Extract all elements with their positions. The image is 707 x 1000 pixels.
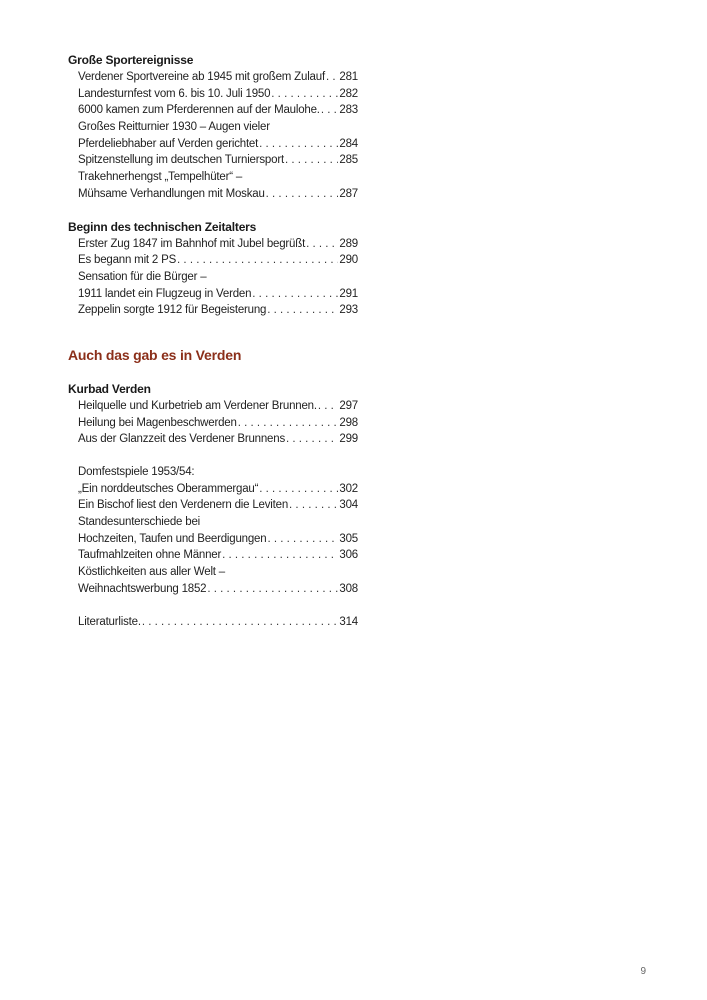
group-heading: Große Sportereignisse bbox=[68, 53, 194, 67]
group-heading: Kurbad Verden bbox=[68, 381, 151, 396]
dot-leader bbox=[267, 531, 338, 548]
entry-page: 302 bbox=[339, 482, 358, 495]
section-title: Auch das gab es in Verden bbox=[68, 346, 242, 363]
toc-group bbox=[68, 381, 358, 630]
entry-title: Spitzenstellung im deutschen Turniersport bbox=[78, 154, 284, 167]
toc-line bbox=[78, 497, 358, 514]
toc-entry[interactable] bbox=[68, 86, 358, 103]
entry-page: 284 bbox=[339, 137, 358, 150]
spacer bbox=[68, 448, 358, 464]
spacer bbox=[68, 203, 358, 219]
entry-title: Taufmahlzeiten ohne Männer bbox=[78, 549, 222, 562]
entry-page: 291 bbox=[339, 287, 358, 300]
toc-line bbox=[78, 86, 358, 103]
dot-leader bbox=[238, 415, 339, 432]
dot-leader bbox=[252, 286, 338, 303]
entry-page: 293 bbox=[339, 304, 358, 317]
dot-leader bbox=[286, 431, 338, 448]
dot-leader bbox=[222, 547, 338, 564]
toc-entry[interactable] bbox=[68, 119, 358, 152]
dot-leader bbox=[321, 102, 339, 119]
spacer bbox=[68, 319, 358, 345]
toc-line bbox=[78, 169, 358, 186]
dot-leader bbox=[271, 86, 338, 103]
toc-line bbox=[78, 481, 358, 498]
toc-line bbox=[78, 464, 358, 481]
entry-page: 289 bbox=[339, 237, 358, 250]
toc-entry[interactable] bbox=[68, 269, 358, 302]
dot-leader bbox=[306, 236, 338, 253]
toc-line bbox=[78, 269, 358, 286]
toc-line bbox=[78, 69, 358, 86]
entry-title: Mühsame Verhandlungen mit Moskau bbox=[78, 187, 265, 200]
toc-entry[interactable] bbox=[68, 514, 358, 547]
toc-line bbox=[78, 514, 358, 531]
entry-title: Zeppelin sorgte 1912 für Begeisterung bbox=[78, 304, 267, 317]
entry-title: Erster Zug 1847 im Bahnhof mit Jubel begrüßt bbox=[78, 237, 306, 250]
toc-line bbox=[78, 119, 358, 136]
page-number: 9 bbox=[640, 966, 646, 977]
entry-title: Heilquelle und Kurbetrieb am Verdener Brunnen. bbox=[78, 399, 317, 412]
entry-page: 282 bbox=[339, 87, 358, 100]
toc-entry[interactable] bbox=[68, 302, 358, 319]
table-of-contents bbox=[68, 52, 358, 630]
toc-entry[interactable] bbox=[68, 398, 358, 415]
toc-entry[interactable] bbox=[68, 564, 358, 597]
toc-group bbox=[68, 219, 358, 319]
entry-title: Köstlichkeiten aus aller Welt – bbox=[78, 566, 225, 579]
toc-line bbox=[78, 564, 358, 581]
toc-entry[interactable] bbox=[68, 69, 358, 86]
entry-page: 298 bbox=[339, 416, 358, 429]
spacer bbox=[68, 598, 358, 614]
entry-title: Es begann mit 2 PS bbox=[78, 254, 177, 267]
toc-entry[interactable] bbox=[68, 415, 358, 432]
toc-entry[interactable] bbox=[68, 236, 358, 253]
entry-title: Heilung bei Magenbeschwerden bbox=[78, 416, 237, 429]
toc-entry[interactable] bbox=[68, 497, 358, 514]
toc-line bbox=[78, 302, 358, 319]
dot-leader bbox=[142, 614, 339, 631]
dot-leader bbox=[267, 302, 338, 319]
entry-title: 6000 kamen zum Pferderennen auf der Maulohe. bbox=[78, 104, 320, 117]
entry-page: 306 bbox=[339, 549, 358, 562]
entry-title: Großes Reitturnier 1930 – Augen vieler bbox=[78, 121, 270, 134]
dot-leader bbox=[207, 581, 338, 598]
entry-title: 1911 landet ein Flugzeug in Verden bbox=[78, 287, 252, 300]
toc-entry[interactable] bbox=[68, 252, 358, 269]
entry-title: Pferdeliebhaber auf Verden gerichtet bbox=[78, 137, 259, 150]
dot-leader bbox=[259, 481, 338, 498]
entry-title: Aus der Glanzzeit des Verdener Brunnens bbox=[78, 433, 285, 446]
entry-page: 297 bbox=[339, 399, 358, 412]
toc-line bbox=[78, 252, 358, 269]
entry-title: Domfestspiele 1953/54: bbox=[78, 466, 195, 478]
entry-title: Ein Bischof liest den Verdenern die Leviten bbox=[78, 499, 289, 512]
entry-title: Literaturliste. bbox=[78, 615, 141, 628]
entry-page: 304 bbox=[339, 499, 358, 512]
toc-entry[interactable] bbox=[68, 614, 358, 631]
entry-page: 299 bbox=[339, 433, 358, 446]
dot-leader bbox=[177, 252, 338, 269]
toc-entry[interactable] bbox=[68, 102, 358, 119]
toc-entry[interactable] bbox=[68, 169, 358, 202]
toc-line bbox=[78, 614, 358, 631]
toc-line bbox=[78, 581, 358, 598]
toc-entry[interactable] bbox=[68, 547, 358, 564]
entry-page: 314 bbox=[339, 615, 358, 628]
toc-line bbox=[78, 531, 358, 548]
toc-entry[interactable] bbox=[68, 152, 358, 169]
toc-line bbox=[78, 415, 358, 432]
entry-page: 285 bbox=[339, 154, 358, 167]
toc-line bbox=[78, 431, 358, 448]
toc-line bbox=[78, 236, 358, 253]
dot-leader bbox=[289, 497, 338, 514]
dot-leader bbox=[285, 152, 338, 169]
entry-title: Trakehnerhengst „Tempelhüter“ – bbox=[78, 171, 243, 184]
toc-line bbox=[78, 186, 358, 203]
entry-title: Sensation für die Bürger – bbox=[78, 270, 207, 283]
toc-line bbox=[78, 398, 358, 415]
entry-title: „Ein norddeutsches Oberammergau“ bbox=[78, 482, 259, 495]
entry-page: 308 bbox=[339, 582, 358, 595]
entry-title: Standesunterschiede bei bbox=[78, 516, 200, 529]
entry-title: Verdener Sportvereine ab 1945 mit großem Zulauf bbox=[78, 71, 325, 83]
dot-leader bbox=[326, 69, 338, 86]
toc-line bbox=[78, 152, 358, 169]
entry-page: 281 bbox=[339, 71, 358, 83]
spacer bbox=[68, 365, 358, 381]
toc-line bbox=[78, 136, 358, 153]
entry-page: 305 bbox=[339, 532, 358, 545]
dot-leader bbox=[318, 398, 339, 415]
dot-leader bbox=[266, 186, 339, 203]
entry-title: Weihnachtswerbung 1852 bbox=[78, 582, 207, 595]
toc-entry[interactable] bbox=[68, 464, 358, 497]
toc-line bbox=[78, 286, 358, 303]
dot-leader bbox=[259, 136, 338, 153]
toc-line bbox=[78, 102, 358, 119]
group-heading: Beginn des technischen Zeitalters bbox=[68, 219, 257, 234]
entry-title: Hochzeiten, Taufen und Beerdigungen bbox=[78, 532, 267, 545]
entry-title: Landesturnfest vom 6. bis 10. Juli 1950 bbox=[78, 87, 271, 100]
entry-page: 283 bbox=[339, 104, 358, 117]
toc-entry[interactable] bbox=[68, 431, 358, 448]
entry-page: 290 bbox=[339, 254, 358, 267]
entry-page: 287 bbox=[339, 187, 358, 200]
toc-group bbox=[68, 52, 358, 203]
toc-line bbox=[78, 547, 358, 564]
